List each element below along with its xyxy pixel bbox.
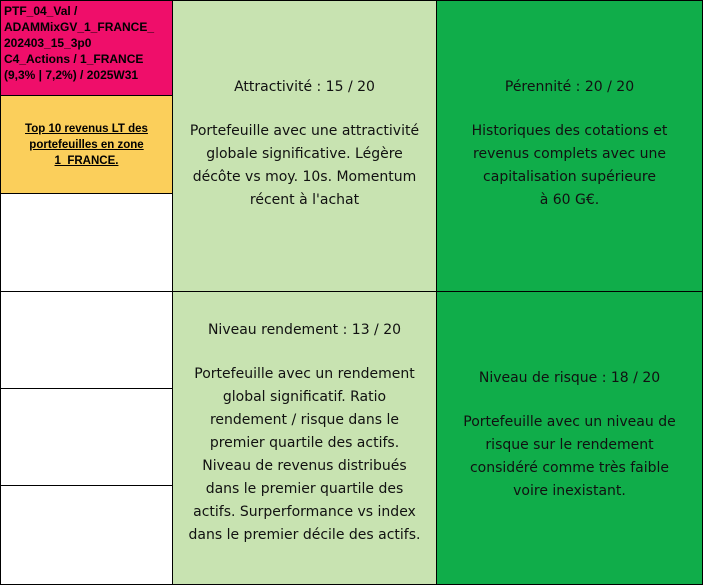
empty-cell-4	[1, 486, 173, 584]
risque-cell	[437, 292, 702, 584]
risque-title: Niveau de risque : 18 / 20	[478, 370, 661, 386]
risque-body: Portefeuille avec un niveau de risque sur le rendement considéré comme très faible voire inexistant.	[463, 414, 676, 499]
portfolio-id-cell: PTF_04_Val / ADAMMixGV_1_FRANCE_ 202403_15_3p0 C4_Actions / 1_FRANCE (9,3% | 7,2%) / 2025W31	[1, 1, 173, 96]
rendement-body: Portefeuille avec un rendement global significatif. Ratio rendement / risque dans le premier quartile des actifs. Niveau de revenus distribués dans le premier quartile des actifs. Surperformance vs index dans le premier décile des actifs.	[188, 366, 421, 543]
rendement-title: Niveau rendement : 13 / 20	[207, 322, 402, 338]
attractivite-title: Attractivité : 15 / 20	[234, 79, 375, 95]
empty-cell-1	[1, 194, 173, 292]
attractivite-cell	[173, 1, 437, 292]
empty-cell-2	[1, 292, 173, 389]
perennite-body: Historiques des cotations et revenus complets avec une capitalisation supérieure à 60 G€.	[471, 123, 668, 208]
top-revenue-text: Top 10 revenus LT des portefeuilles en zone 1_FRANCE.	[25, 122, 148, 167]
perennite-title: Pérennité : 20 / 20	[504, 79, 635, 95]
rendement-cell	[173, 292, 437, 584]
perennite-cell	[437, 1, 702, 292]
attractivite-body: Portefeuille avec une attractivité globale significative. Légère décôte vs moy. 10s. Momentum récent à l'achat	[189, 123, 420, 208]
top-revenue-label	[1, 96, 173, 194]
empty-cell-3	[1, 389, 173, 486]
